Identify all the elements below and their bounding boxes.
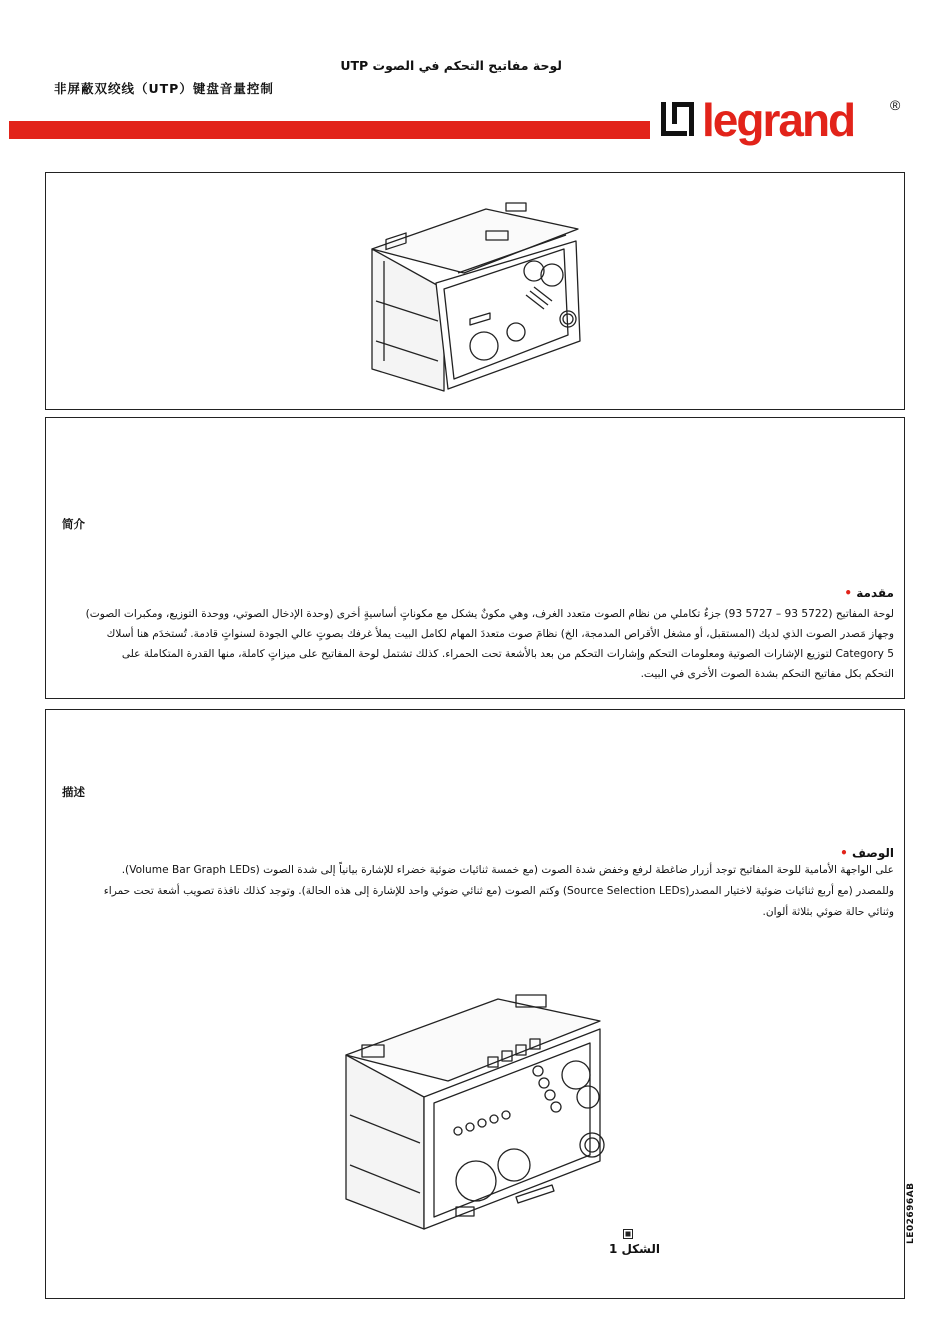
registered-mark: ® — [890, 97, 901, 113]
bullet-dot-icon: • — [844, 586, 853, 600]
description-heading-arabic-text: الوصف — [851, 846, 894, 860]
description-heading-chinese: 描述 — [62, 785, 85, 799]
keypad-exploded-illustration — [338, 985, 618, 1237]
intro-heading-arabic-text: مقدمة — [856, 586, 894, 600]
intro-heading-arabic — [844, 586, 894, 600]
keypad-product-illustration — [366, 191, 586, 396]
intro-line: التحكم بكل مفاتيح التحكم بشدة الصوت الأخرى في البيت. — [640, 668, 894, 680]
bullet-dot-icon: • — [840, 846, 848, 860]
description-section — [45, 709, 905, 1299]
figure-1-label: الشكل 1 — [608, 1242, 660, 1256]
description-line: على الواجهة الأمامية للوحة المفاتيح توجد أزرار ضاغطة لرفع وخفض شدة الصوت (مع خمسة ثنائيات ضوئية خضراء للإشارة بيانياً إلى شدة الصوت (Volume Bar Graph LEDs). — [121, 864, 894, 876]
introduction-section — [45, 417, 905, 699]
intro-heading-chinese: 简介 — [62, 517, 85, 531]
legrand-logo — [658, 92, 908, 156]
figure-marker-icon — [623, 1229, 633, 1239]
description-heading-arabic — [840, 846, 894, 860]
description-paragraph — [59, 860, 894, 923]
description-line: وللمصدر (مع أربع ثنائيات ضوئية لاختيار المصدر(Source Selection LEDs) وكتم الصوت (مع ثنائي ضوئي واحد للإشارة إلى هذه الحالة). وتوجد كذلك نافذة تصويب أشعة تحت حمراء — [103, 885, 894, 897]
header-red-bar — [9, 121, 650, 139]
page-title-arabic: لوحة مفاتيح التحكم في الصوت UTP — [340, 58, 562, 73]
document-code: LE02696AB — [906, 1182, 916, 1244]
description-line: وثنائي حالة ضوئي بثلاثة ألوان. — [762, 906, 894, 918]
intro-paragraph — [59, 604, 894, 684]
intro-line: لوحة المفاتيح (5722 93 – 5727 93) جزءٌ تكاملي من نظام الصوت متعدد الغرف، وهي مكونٌ يشكل مع مكوناتٍ أساسيةٍ أخرى (وحدة الإدخال الصوتي، ووحدة التوزيع، ومكبرات الصوت) — [85, 608, 894, 620]
legrand-mark-icon — [661, 102, 694, 136]
intro-line: وجهاز مَصدر الصوت الذي لديك (المستقبل، أو مشغل الأقراص المدمجة، الخ) نظامَ صوت متعددَ المهام لكامل البيت يملأ غرفك بصوتٍ عالي الجودة لسنواتٍ قادمة. تُستخدَم هنا أسلاك — [106, 628, 894, 640]
intro-line: Category 5 لتوزيع الإشارات الصوتية ومعلومات التحكم وإشارات التحكم من بعد بالأشعة تحت الحمراء. كذلك تشتمل لوحة المفاتيح على ميزاتٍ كاملة، منها القدرة المتكاملة على — [121, 648, 894, 660]
page-title-chinese: 非屏蔽双绞线（UTP）键盘音量控制 — [54, 81, 274, 96]
product-image-box — [45, 172, 905, 410]
legrand-wordmark: legrand — [702, 94, 855, 146]
